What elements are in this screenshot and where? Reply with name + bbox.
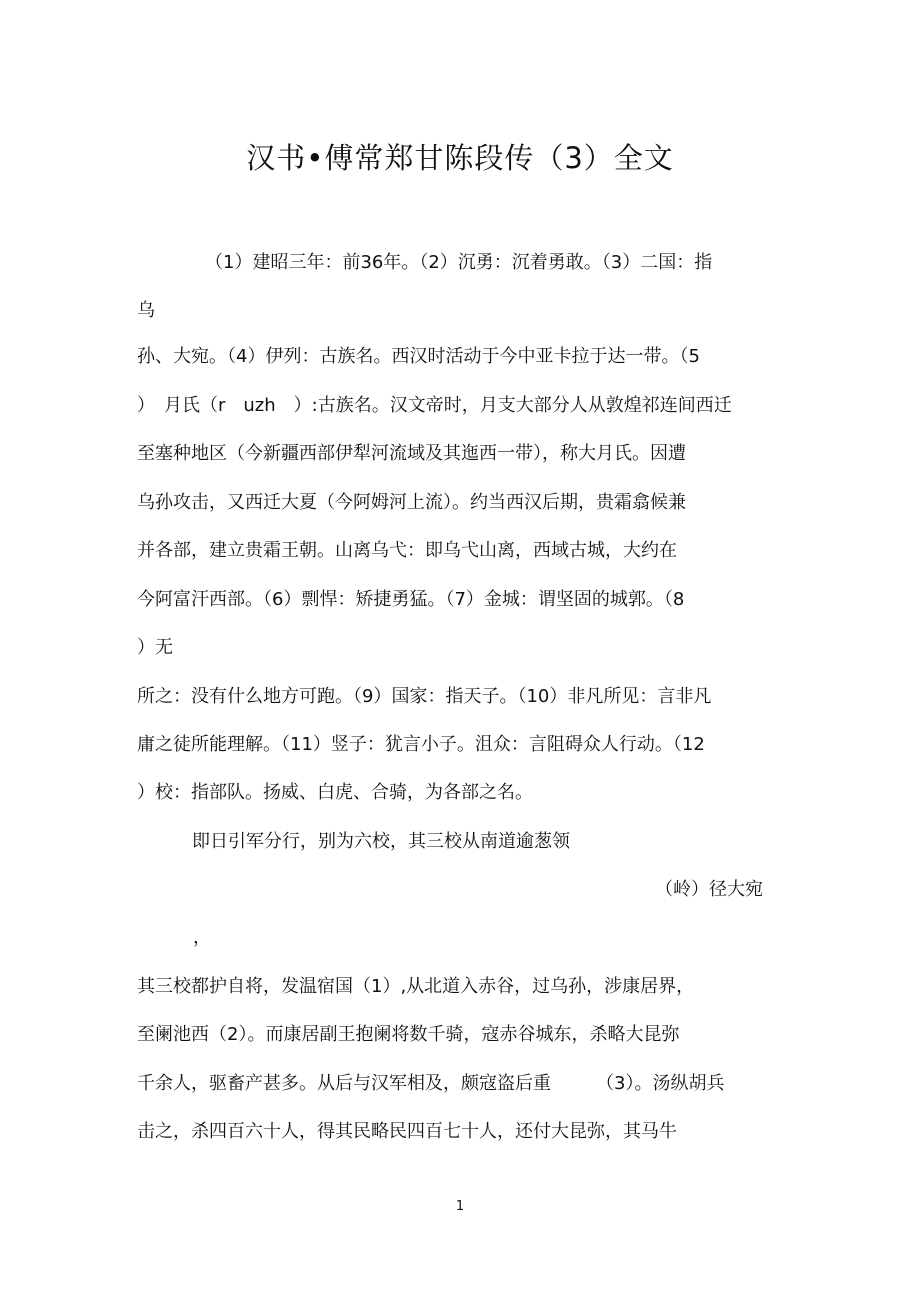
text-line-18: 千余人，驱畜产甚多。从后与汉军相及，颇寇盗后重 （3）。汤纵胡兵 bbox=[137, 1073, 725, 1094]
text-line-17: 至阑池西（2）。而康居副王抱阑将数千骑，寇赤谷城东，杀略大昆弥 bbox=[137, 1024, 680, 1045]
text-line-12: ）校：指部队。扬威、白虎、合骑，为各部之名。 bbox=[137, 782, 533, 803]
text-line-15: ， bbox=[193, 927, 211, 948]
text-line-16: 其三校都护自将，发温宿国（1）,从北道入赤谷，过乌孙，涉康居界， bbox=[137, 976, 695, 997]
text-line-5: 至塞种地区（今新疆西部伊犁河流域及其迤西一带），称大月氏。因遭 bbox=[137, 443, 686, 464]
text-line-14: （岭）径大宛 bbox=[655, 879, 763, 900]
text-line-3: 孙、大宛。（4）伊列：古族名。西汉时活动于今中亚卡拉于达一带。（5 bbox=[137, 346, 700, 367]
text-line-19: 击之，杀四百六十人，得其民略民四百七十人，还付大昆弥，其马牛 bbox=[137, 1121, 677, 1142]
text-line-8: 今阿富汗西部。（6）剽悍：矫捷勇猛。（7）金城：谓坚固的城郭。（8 bbox=[137, 589, 685, 610]
document-title: 汉书•傅常郑甘陈段传（3）全文 bbox=[246, 141, 674, 175]
text-line-11: 庸之徒所能理解。（11）竖子：犹言小子。沮众：言阻碍众人行动。（12 bbox=[137, 734, 705, 755]
text-line-7: 并各部，建立贵霜王朝。山离乌弋：即乌弋山离，西域古城，大约在 bbox=[137, 540, 677, 561]
page-number: 1 bbox=[455, 1199, 465, 1214]
text-line-10: 所之：没有什么地方可跑。（9）国家：指天子。（10）非凡所见：言非凡 bbox=[137, 686, 712, 707]
text-line-9: ）无 bbox=[137, 637, 173, 658]
text-line-4: ） 月氏（r uzh ）:古族名。汉文帝时，月支大部分人从敦煌祁连间西迁 bbox=[137, 395, 732, 416]
text-line-13: 即日引军分行，别为六校，其三校从南道逾葱领 bbox=[192, 831, 570, 852]
text-line-6: 乌孙攻击，又西迁大夏（今阿姆河上流）。约当西汉后期，贵霜翕候兼 bbox=[137, 492, 686, 513]
text-line-1: （1）建昭三年：前36年。（2）沉勇：沉着勇敢。（3）二国：指 bbox=[205, 252, 713, 273]
text-line-2: 乌 bbox=[137, 300, 155, 321]
